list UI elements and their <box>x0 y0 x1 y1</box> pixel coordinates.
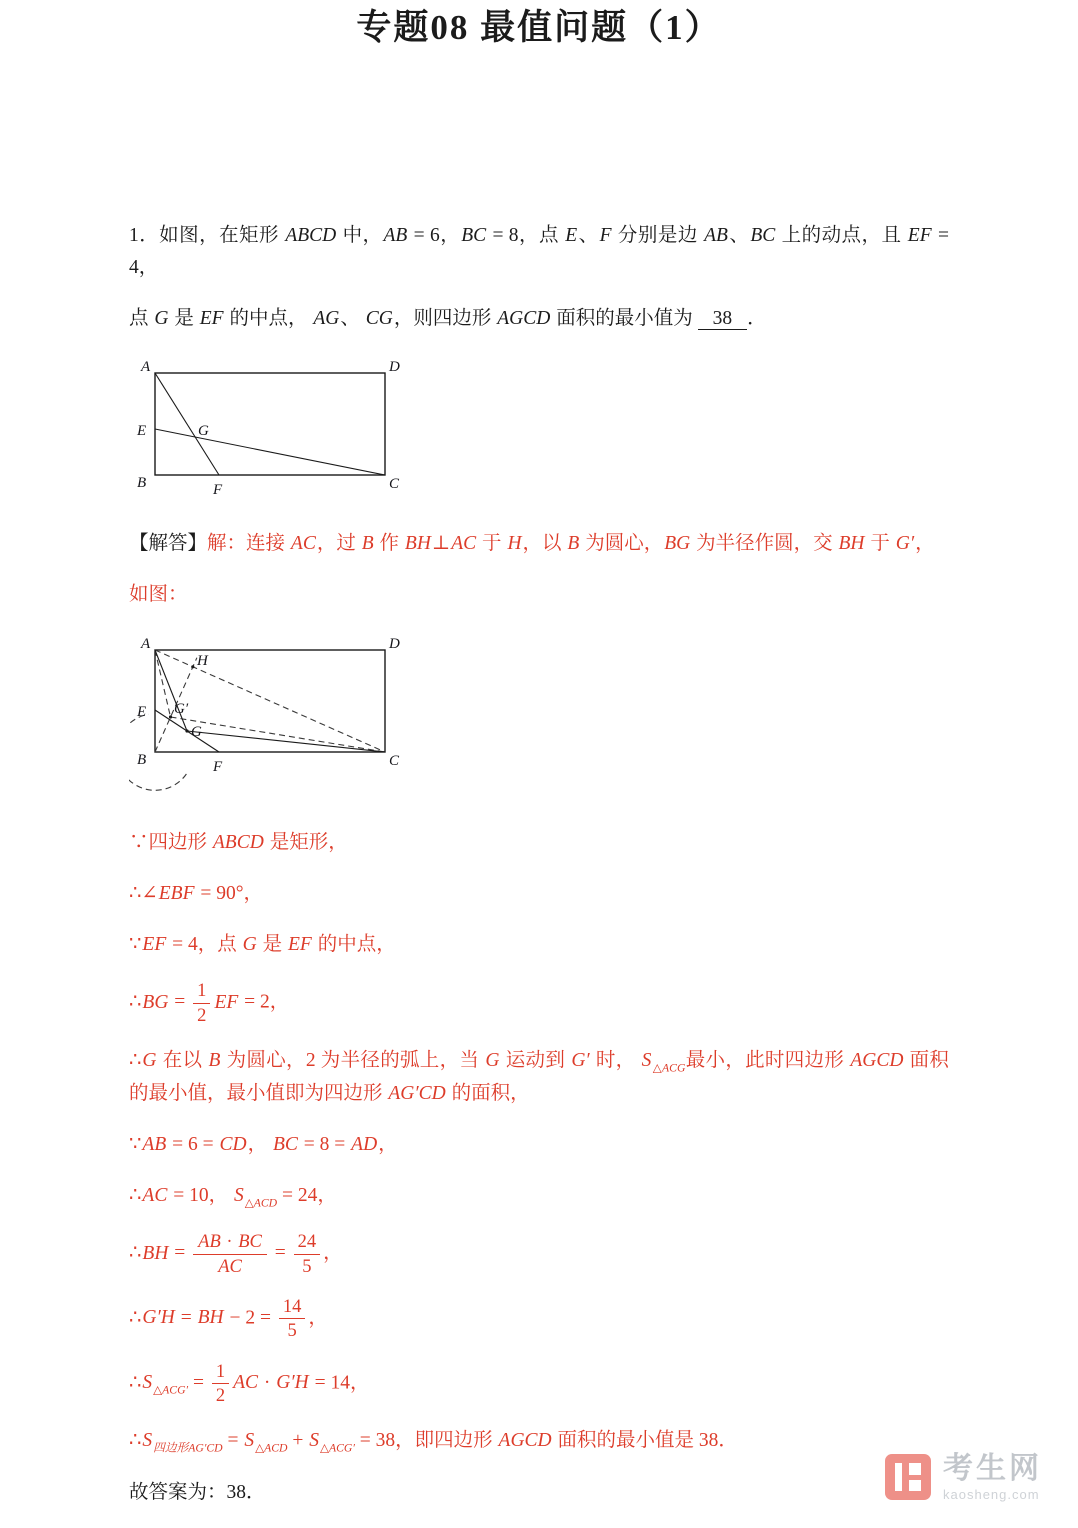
segment-a-f <box>155 373 219 475</box>
point-label-c: C <box>389 475 400 492</box>
point-label-f: F <box>213 481 223 498</box>
point-label-f: F <box>213 758 223 775</box>
point-gprime-dot <box>169 715 172 718</box>
solution-step: ∵四边形 ABCD 是矩形， <box>129 831 348 853</box>
solution-step: $\therefore S_{四边形AG'CD} = S_{\triangle ACD} + S_{\triangle ACG'} = 38$，即四边形 AGCD 面积的最小值是 38． <box>129 1430 738 1455</box>
figure-problem-diagram <box>129 355 949 508</box>
solution-step: ∴AC = 10， $S_{\triangle ACD} = 24$， <box>129 1184 337 1210</box>
rectangle-diagram-1 <box>129 355 429 503</box>
rectangle-diagram-2 <box>129 630 429 802</box>
point-label-c: C <box>389 752 400 769</box>
watermark-site-url: kaosheng.com <box>943 1486 1040 1502</box>
solution-step: ∴G 在以 B 为圆心，2 为半径的弧上，当 G 运动到 G′ 时， $S_{\triangle ACG}$最小，此时四边形 AGCD 面积的最小值，最小值即为四边形 AG′CD 的面积， <box>129 1049 949 1104</box>
logo-bar <box>909 1480 921 1491</box>
problem-statement-line-2: 点 G 是 EF 的中点， AG、 CG，则四边形 AGCD 面积的最小值为 38 ． <box>129 308 767 330</box>
segment-a-g <box>155 650 187 731</box>
watermark-site-name: 考生网 <box>943 1451 1042 1485</box>
point-label-g: G <box>191 723 202 740</box>
segment-e-c <box>155 429 385 475</box>
solution-step: ∵AB = 6 = CD， BC = 8 = AD， <box>129 1133 398 1155</box>
solution-step: ∵EF = 4，点 G 是 EF 的中点， <box>129 934 396 956</box>
rectangle-abcd <box>155 373 385 475</box>
logo-bar <box>895 1463 902 1491</box>
point-label-d: D <box>389 358 400 375</box>
page-title: 专题08 最值问题（1） <box>356 8 722 47</box>
solution-step: ∴BH = $\frac{AB \cdot BC}{AC}$ = $\frac{24}{5}$ ， <box>129 1231 343 1277</box>
point-label-a: A <box>141 358 151 375</box>
solution-step: ∴BG = $\frac{1}{2}$ EF = 2， <box>129 980 290 1026</box>
segment-g-c <box>187 731 385 752</box>
point-label-gprime: G′ <box>174 700 189 717</box>
point-label-d: D <box>389 635 400 652</box>
solution-step: $\therefore S_{\triangle ACG'}$ = $\frac{1}{2}$ AC · G′H = 14， <box>129 1360 370 1406</box>
point-label-g: G <box>198 422 209 439</box>
solution-step: ∴∠EBF = 90°， <box>129 883 264 905</box>
problem-statement-line-1: 1．如图，在矩形 ABCD 中，AB = 6，BC = 8，点 E、F 分别是边 AB、BC 上的动点，且 EF = 4， <box>129 225 949 279</box>
segment-gprime-c-dashed <box>171 717 386 752</box>
point-label-b: B <box>137 751 147 768</box>
logo-bar <box>909 1463 921 1475</box>
final-answer-line: 故答案为：38． <box>129 1481 266 1503</box>
point-label-h: H <box>197 652 208 669</box>
watermark-text <box>943 1452 1042 1502</box>
document-content <box>129 92 949 1509</box>
point-h-dot <box>191 665 194 668</box>
point-label-e: E <box>137 422 147 439</box>
solution-intro-line-1: 【解答】解：连接 AC，过 B 作 BH⊥AC 于 H，以 B 为圆心，BG 为半径作圆，交 BH 于 G′， <box>129 532 935 554</box>
watermark <box>885 1452 1042 1502</box>
figure-solution-diagram <box>129 630 949 807</box>
solution-step: ∴G′H = BH − 2 = $\frac{14}{5}$ ， <box>129 1296 328 1342</box>
solution-intro-line-2: 如图： <box>129 583 188 605</box>
diagonal-a-c-dashed <box>155 650 385 752</box>
point-g-dot <box>185 729 188 732</box>
point-label-b: B <box>137 474 147 491</box>
kaosheng-logo-icon <box>885 1454 931 1500</box>
point-label-e: E <box>137 703 147 720</box>
point-label-a: A <box>141 635 151 652</box>
